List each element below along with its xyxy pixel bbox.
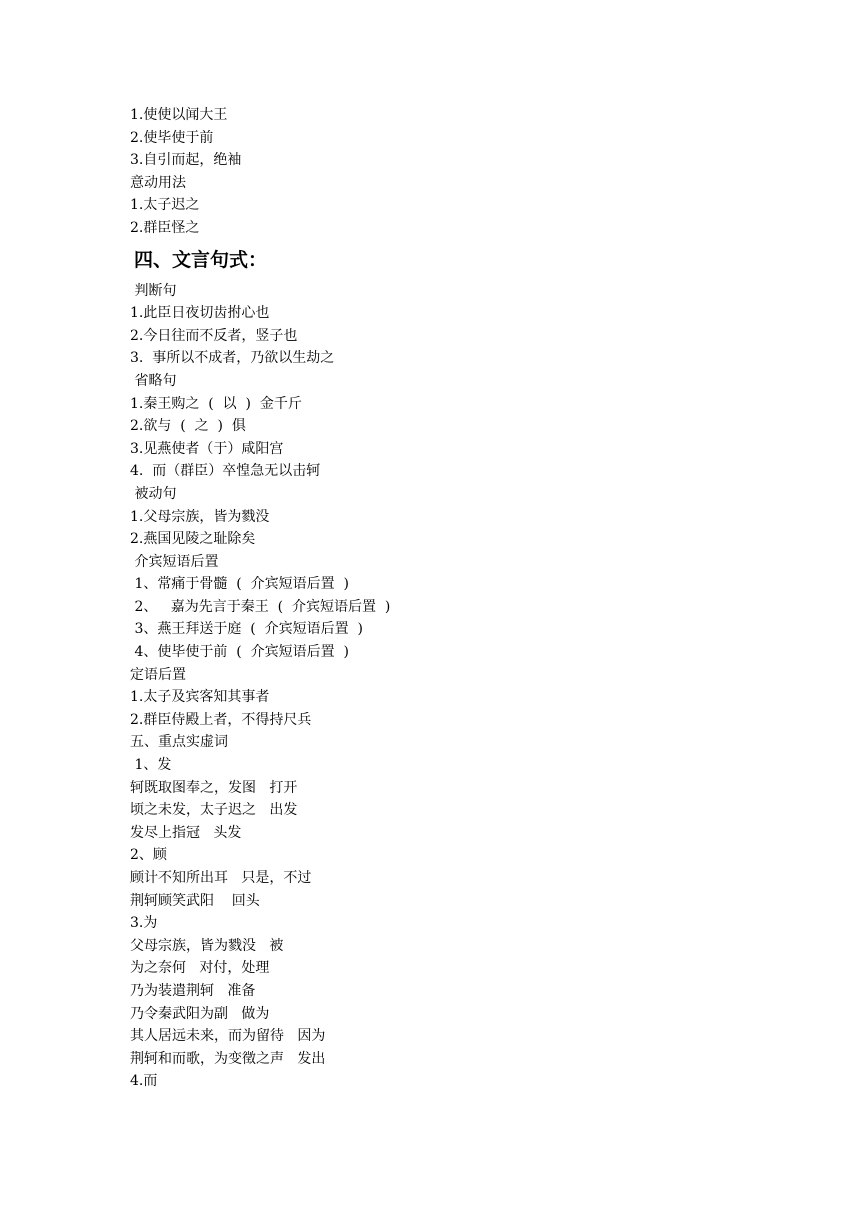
text-line: 3. 事所以不成者，乃欲以生劫之	[130, 350, 335, 367]
text-line: 1、常痛于骨髓 ( 介宾短语后置 )	[130, 576, 349, 593]
text-line: 3.为	[130, 915, 158, 932]
text-line: 2.群臣侍殿上者，不得持尺兵	[130, 711, 312, 728]
text-line: 发尽上指冠 头发	[130, 824, 242, 841]
text-line: 4. 而（群臣）卒惶急无以击轲	[130, 463, 321, 480]
text-line: 1.使使以闻大王	[130, 107, 228, 123]
text-line: 意动用法	[130, 174, 186, 191]
text-line: 顾计不知所出耳 只是，不过	[130, 870, 312, 886]
text-line: 4.而	[130, 1073, 158, 1090]
text-line: 2.使毕使于前	[130, 129, 214, 146]
text-line: 1.父母宗族，皆为戮没	[130, 508, 270, 525]
text-line: 3、燕王拜送于庭 ( 介宾短语后置 )	[130, 621, 363, 638]
text-line: 4、使毕使于前 ( 介宾短语后置 )	[130, 644, 349, 661]
text-line: 父母宗族，皆为戮没 被	[130, 937, 284, 954]
text-line: 2.群臣怪之	[130, 219, 200, 236]
text-line: 3.见燕使者（于）咸阳宫	[130, 440, 284, 457]
text-line: 五、重点实虚词	[130, 734, 228, 751]
text-line: 2、顾	[130, 847, 167, 864]
text-line: 乃为装遣荆轲 准备	[130, 982, 256, 999]
text-line: 2、 嘉为先言于秦王 ( 介宾短语后置 )	[130, 598, 391, 615]
text-line: 2.欲与 ( 之 ) 俱	[130, 418, 246, 435]
text-line: 轲既取图奉之，发图 打开	[130, 779, 298, 796]
text-line: 荆轲顾笑武阳 回头	[130, 892, 260, 909]
text-line: 1.太子及宾客知其事者	[130, 689, 270, 706]
document-body	[130, 104, 770, 1093]
text-line: 荆轲和而歌，为变徵之声 发出	[130, 1050, 326, 1067]
text-line: 其人居远未来，而为留待 因为	[130, 1028, 326, 1045]
text-line: 乃令秦武阳为副 做为	[130, 1005, 270, 1022]
text-line: 1、发	[130, 757, 172, 774]
text-line: 1.太子迟之	[130, 197, 200, 214]
text-line: 判断句	[130, 282, 177, 299]
text-line: 省略句	[130, 372, 177, 389]
text-line: 2.今日往而不反者，竖子也	[130, 327, 298, 344]
text-line: 顷之未发，太子迟之 出发	[130, 802, 298, 819]
text-line: 1.秦王购之 ( 以 ) 金千斤	[130, 395, 302, 412]
text-line: 被动句	[130, 485, 177, 502]
text-line: 定语后置	[130, 666, 186, 683]
text-line: 3.自引而起，绝袖	[130, 152, 242, 169]
text-line: 2.燕国见陵之耻除矣	[130, 531, 256, 548]
section-heading: 四、文言句式：	[134, 248, 268, 271]
text-line: 为之奈何 对付，处理	[130, 960, 270, 977]
text-line: 介宾短语后置	[130, 553, 219, 570]
text-line: 1.此臣日夜切齿拊心也	[130, 305, 270, 322]
